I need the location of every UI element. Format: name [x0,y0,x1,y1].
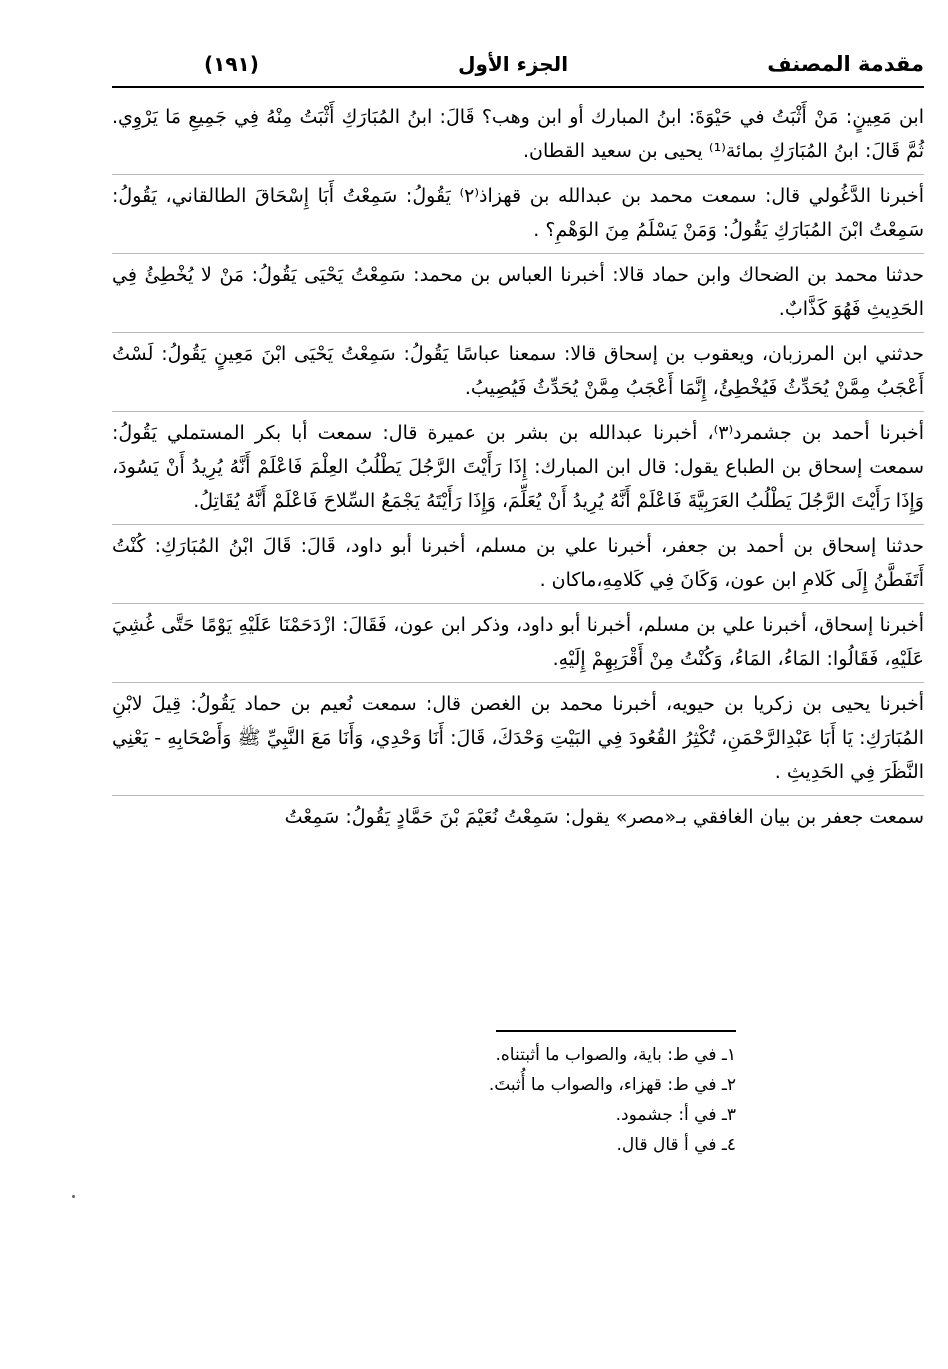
paragraph: أخبرنا إسحاق، أخبرنا علي بن مسلم، أخبرنا أبو داود، وذكر ابن عون، فَقَالَ: ازْدَحَمْنَا عَلَيْهِ يَوْمًا حَتَّى غُشِيَ عَلَيْهِ، فَقَالُوا: المَاءُ، المَاءُ، وَكُنْتُ مِنْ أَقْرَبِهِمْ إِلَيْهِ. [112,608,924,683]
footnote: ٣ـ في أ: جشمود. [615,1105,736,1125]
paragraph: سمعت جعفر بن بيان الغافقي بـ«مصر» يقول: سَمِعْتُ نُعَيْمَ بْنَ حَمَّادٍ يَقُولُ: سَمِعْتُ [284,806,924,828]
paragraph: ابن مَعِينٍ: مَنْ أَثْبَتُ في حَيْوَةَ: ابنُ المبارك أو ابن وهب؟ قَالَ: ابنُ المُبَارَكِ أَثْبَتُ مِنْهُ فِي جَمِيعِ مَا يَرْوِي. ثُمَّ قَالَ: ابنُ المُبَارَكِ بمائة⁽¹⁾ يحيى بن سعيد القطان. [112,100,924,175]
book-title: مقدمة المصنف [767,52,924,76]
paragraph: حدثنا إسحاق بن أحمد بن جعفر، أخبرنا علي بن مسلم، أخبرنا أبو داود، قَالَ: قَالَ ابْنُ المُبَارَكِ: كُنْتُ أَتَفَطَّنُ إِلَى كَلامِ ابن عون، وَكَانَ فِي كَلامِهِ،ماكان . [112,529,924,604]
footnotes [136,1040,736,1160]
paragraph: حدثنا محمد بن الضحاك وابن حماد قالا: أخبرنا العباس بن محمد: سَمِعْتُ يَحْيَى يَقُولُ: مَنْ لا يُخْطِئُ فِي الحَدِيثِ فَهُوَ كَذَّابٌ. [112,258,924,333]
page-header [204,48,924,80]
footnote-rule [496,1030,736,1032]
footnote: ١ـ في ط: باية، والصواب ما أثبتناه. [495,1045,736,1065]
footnote: ٢ـ في ط: قهزاء، والصواب ما أُثبتَ. [488,1075,736,1095]
page-number: (١٩١) [204,52,259,76]
part-title: الجزء الأول [458,52,569,76]
header-rule [112,86,924,88]
paragraph: أخبرنا الدَّغُولي قال: سمعت محمد بن عبدالله بن قهزاذ⁽٢⁾ يَقُولُ: سَمِعْتُ أَبَا إِسْحَاقَ الطالقاني، يَقُولُ: سَمِعْتُ ابْنَ المُبَارَكِ يَقُولُ: وَمَنْ يَسْلَمُ مِنَ الوَهْمِ؟ . [112,179,924,254]
scan-speck [72,1195,75,1198]
paragraph: أخبرنا يحيى بن زكريا بن حيويه، أخبرنا محمد بن الغصن قال: سمعت نُعيم بن حماد يَقُولُ: قِيلَ لابْنِ المُبَارَكِ: يَا أَبَا عَبْدِالرَّحْمَنِ، تُكْثِرُ القُعُودَ فِي البَيْتِ وَحْدَكَ، قَالَ: أَنَا وَحْدِي، وَأَنَا مَعَ النَّبِيِّ ﷺ وَأَصْحَابِهِ - يَعْنِي النَّظَرَ فِي الحَدِيثِ . [112,687,924,796]
paragraph: أخبرنا أحمد بن جشمرد⁽٣⁾، أخبرنا عبدالله بن بشر بن عميرة قال: سمعت أبا بكر المستملي يَقُولُ: سمعت إسحاق بن الطباع يقول: قال ابن المبارك: إِذَا رَأَيْتَ الرَّجُلَ يَطْلُبُ العِلْمَ فَاعْلَمْ أَنَّهُ يُرِيدُ أَنْ يَسُودَ، وَإِذَا رَأَيْتَ الرَّجُلَ يَطْلُبُ العَرَبِيَّةَ فَاعْلَمْ أَنَّهُ يُرِيدُ أَنْ يُعَلِّمَ، وَإِذَا رَأَيْتَهُ يَجْمَعُ السِّلاحَ فَاعْلَمْ أَنَّهُ يُقَاتِلُ. [112,416,924,525]
main-text [112,100,924,844]
paragraph: حدثني ابن المرزبان، ويعقوب بن إسحاق قالا: سمعنا عباسًا يَقُولُ: سَمِعْتُ يَحْيَى ابْنَ مَعِينٍ يَقُولُ: لَسْتُ أَعْجَبُ مِمَّنْ يُحَدِّثُ فَيُخْطِئُ، إِنَّمَا أَعْجَبُ مِمَّنْ يُحَدِّثُ فَيُصِيبُ. [112,337,924,412]
footnote: ٤ـ في أ قال قال. [616,1135,736,1155]
